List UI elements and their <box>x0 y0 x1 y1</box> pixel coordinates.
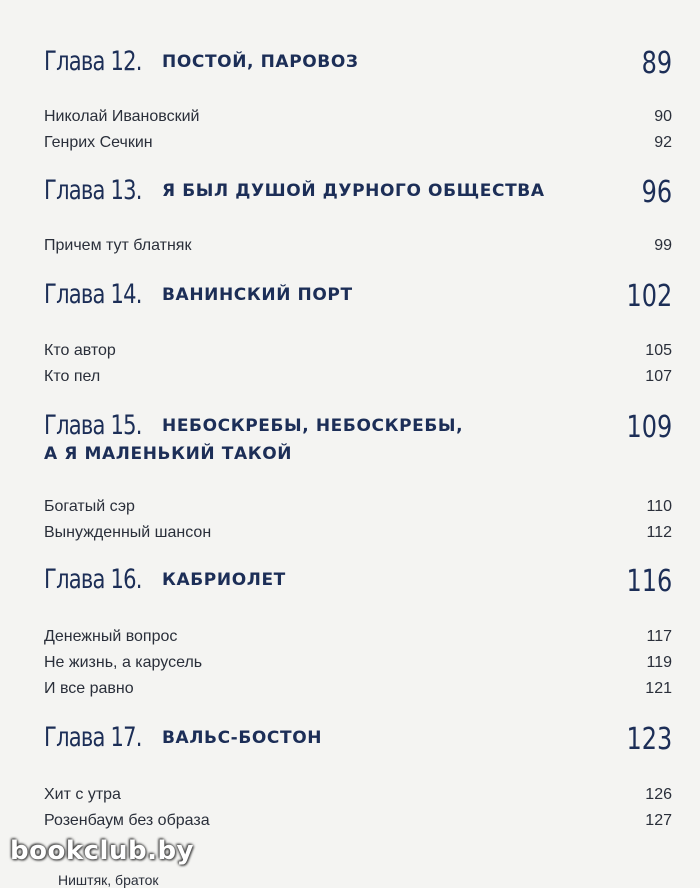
entry-title: Кто автор <box>44 342 116 359</box>
chapter-number: Глава 16. <box>44 564 142 595</box>
entry-title: Николай Ивановский <box>44 108 200 125</box>
entry-title: Вынужденный шансон <box>44 524 212 541</box>
entry-title: Кто пел <box>44 368 101 385</box>
watermark: bookclub.by <box>10 836 195 866</box>
entry-page: 121 <box>645 680 672 697</box>
entry-title: Денежный вопрос <box>44 628 178 645</box>
entry-page: 126 <box>645 786 672 803</box>
entry-title: Не жизнь, а карусель <box>44 654 203 671</box>
entry-title: Хит с утра <box>44 786 121 803</box>
entry-page: 127 <box>645 812 672 829</box>
chapter-heading <box>44 46 672 81</box>
toc-entry <box>44 812 672 836</box>
entry-title: Генрих Сечкин <box>44 134 153 151</box>
chapter-heading <box>44 279 672 314</box>
chapter-page-number: 116 <box>626 564 672 599</box>
chapter-page-number: 102 <box>626 279 672 314</box>
toc-entry <box>44 134 672 158</box>
entry-page: 119 <box>646 654 672 671</box>
toc-entry <box>44 108 672 132</box>
chapter-number: Глава 17. <box>44 722 142 753</box>
entry-page: 92 <box>654 134 672 151</box>
chapter-number: Глава 15. <box>44 410 142 441</box>
chapter-page-number: 123 <box>626 722 672 757</box>
toc-entry <box>44 237 672 261</box>
chapter-title: КАБРИОЛЕТ <box>162 570 286 590</box>
chapter-page-number: 96 <box>641 175 672 210</box>
toc-entry <box>44 654 672 678</box>
chapter-title: ПОСТОЙ, ПАРОВОЗ <box>162 52 359 72</box>
entry-page: 110 <box>646 498 672 515</box>
toc-entry <box>44 342 672 366</box>
chapter-number: Глава 14. <box>44 279 142 310</box>
toc-entry <box>44 524 672 548</box>
toc-entry <box>44 786 672 810</box>
chapter-title: Я БЫЛ ДУШОЙ ДУРНОГО ОБЩЕСТВА <box>162 181 545 201</box>
entry-page: 107 <box>645 368 672 385</box>
chapter-heading <box>44 564 672 599</box>
entry-page: 117 <box>646 628 672 645</box>
chapter-number: Глава 12. <box>44 46 142 77</box>
chapter-heading <box>44 175 672 210</box>
chapter-page-number: 89 <box>641 46 672 81</box>
chapter-number: Глава 13. <box>44 175 142 206</box>
entry-title: Богатый сэр <box>44 498 135 515</box>
toc-entry <box>44 498 672 522</box>
entry-page: 99 <box>654 237 672 254</box>
chapter-page-number: 109 <box>626 410 672 445</box>
entry-title: Причем тут блатняк <box>44 237 192 254</box>
toc-entry <box>44 368 672 392</box>
toc-entry <box>44 628 672 652</box>
entry-title: Розенбаум без образа <box>44 812 210 829</box>
chapter-heading <box>44 722 672 757</box>
chapter-title: ВАНИНСКИЙ ПОРТ <box>162 285 353 305</box>
entry-page: 112 <box>646 524 672 541</box>
entry-title: И все равно <box>44 680 134 697</box>
chapter-title: НЕБОСКРЕБЫ, НЕБОСКРЕБЫ, А Я МАЛЕНЬКИЙ ТАКОЙ <box>44 416 464 464</box>
entry-page: 105 <box>645 342 672 359</box>
chapter-heading <box>44 410 672 464</box>
cutoff-entry-title: Ништяк, браток <box>58 872 159 888</box>
entry-page: 90 <box>654 108 672 125</box>
chapter-title: ВАЛЬС-БОСТОН <box>162 728 323 748</box>
toc-entry <box>44 680 672 704</box>
